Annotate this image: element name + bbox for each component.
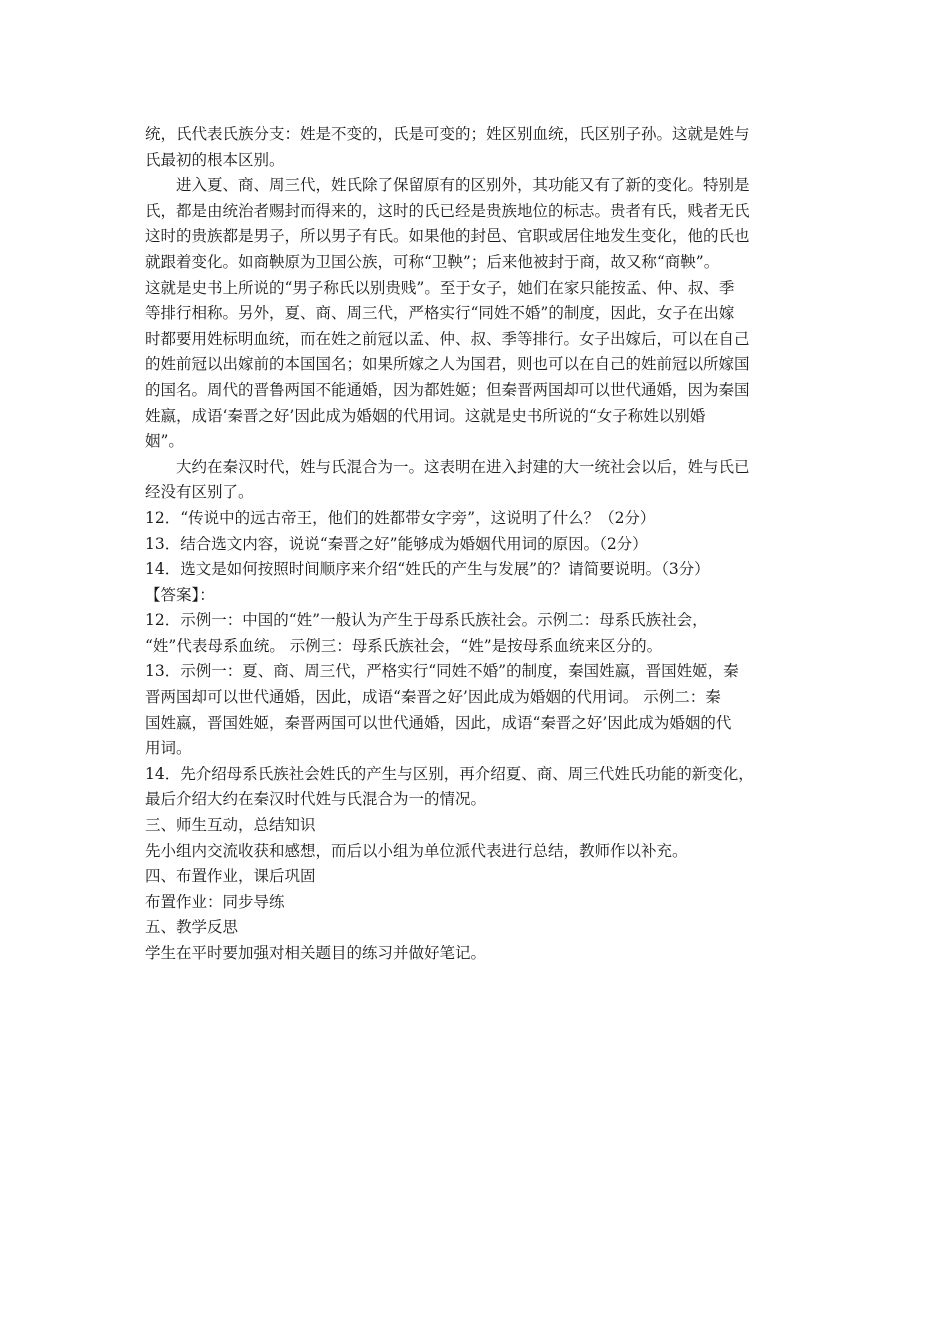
section-heading: 三、师生互动，总结知识 <box>145 816 316 835</box>
passage-line: 姻”。 <box>145 432 184 451</box>
passage-line: 这就是史书上所说的“男子称氏以别贵贱”。至于女子，她们在家只能按孟、仲、叔、季 <box>145 278 735 297</box>
section-heading: 五、教学反思 <box>145 918 239 937</box>
passage <box>145 122 810 506</box>
section-heading: 四、布置作业，课后巩固 <box>145 867 316 886</box>
section-interaction <box>145 813 810 864</box>
passage-line: 氏最初的根本区别。 <box>145 150 285 169</box>
answer-line: 晋两国却可以世代通婚，因此，成语“秦晋之好’因此成为婚姻的代用词。 示例二：秦 <box>145 688 721 707</box>
section-reflection <box>145 915 810 966</box>
passage-line: 姓嬴，成语‘秦晋之好’因此成为婚姻的代用词。这就是史书所说的“女子称姓以别婚 <box>145 406 706 425</box>
passage-line: 统，氏代表氏族分支：姓是不变的，氏是可变的；姓区别血统，氏区别子孙。这就是姓与 <box>145 125 750 143</box>
passage-line: 就跟着变化。如商鞅原为卫国公族，可称“卫鞅”；后来他被封于商，故又称“商鞅”。 <box>145 252 720 271</box>
passage-line: 的国名。周代的晋鲁两国不能通婚，因为都姓姬；但秦晋两国却可以世代通婚，因为秦国 <box>145 380 750 399</box>
section-homework <box>145 864 810 915</box>
answer-line: 13．示例一：夏、商、周三代，严格实行“同姓不婚”的制度，秦国姓嬴，晋国姓姬，秦 <box>145 662 739 681</box>
passage-line: 这时的贵族都是男子，所以男子有氏。如果他的封邑、官职或居住地发生变化，他的氏也 <box>145 227 750 246</box>
question-item: 12．“传说中的远古帝王，他们的姓都带女字旁”，这说明了什么？（2分） <box>145 508 656 527</box>
answer-label: 【答案】： <box>145 585 215 604</box>
passage-line: 时都要用姓标明血统，而在姓之前冠以孟、仲、叔、季等排行。女子出嫁后，可以在自己 <box>145 329 750 348</box>
answer-line: 用词。 <box>145 739 192 758</box>
section-body: 布置作业：同步导练 <box>145 892 285 911</box>
section-body: 先小组内交流收获和感想，而后以小组为单位派代表进行总结，教师作以补充。 <box>145 841 688 860</box>
answer-line: 国姓嬴，晋国姓姬，秦晋两国可以世代通婚，因此，成语“秦晋之好’因此成为婚姻的代 <box>145 713 732 732</box>
question-item: 13．结合选文内容，说说“秦晋之好”能够成为婚姻代用词的原因。（2分） <box>145 534 648 553</box>
question-item: 14．选文是如何按照时间顺序来介绍“姓氏的产生与发展”的？请简要说明。（3分） <box>145 560 710 579</box>
passage-line: 等排行相称。另外，夏、商、周三代，严格实行“同姓不婚”的制度，因此，女子在出嫁 <box>145 304 735 323</box>
answer-line: 最后介绍大约在秦汉时代姓与氏混合为一的情况。 <box>145 790 487 809</box>
passage-line: 经没有区别了。 <box>145 483 254 502</box>
answer-line: 12．示例一：中国的“姓”一般认为产生于母系氏族社会。示例二：母系氏族社会， <box>145 611 708 630</box>
section-body: 学生在平时要加强对相关题目的练习并做好笔记。 <box>145 944 487 962</box>
questions <box>145 506 810 583</box>
answer-line: 14．先介绍母系氏族社会姓氏的产生与区别，再介绍夏、商、周三代姓氏功能的新变化， <box>145 764 754 783</box>
passage-line: 大约在秦汉时代，姓与氏混合为一。这表明在进入封建的大一统社会以后，姓与氏已 <box>176 457 750 476</box>
passage-line: 氏，都是由统治者赐封而得来的，这时的氏已经是贵族地位的标志。贵者有氏，贱者无氏 <box>145 201 750 220</box>
passage-line: 的姓前冠以出嫁前的本国国名；如果所嫁之人为国君，则也可以在自己的姓前冠以所嫁国 <box>145 355 750 374</box>
passage-line: 进入夏、商、周三代，姓氏除了保留原有的区别外，其功能又有了新的变化。特别是 <box>176 176 750 195</box>
answers <box>145 608 810 813</box>
answer-line: “姓”代表母系血统。 示例三：母系氏族社会，“姓”是按母系血统来区分的。 <box>145 636 663 655</box>
document-page <box>145 122 810 967</box>
